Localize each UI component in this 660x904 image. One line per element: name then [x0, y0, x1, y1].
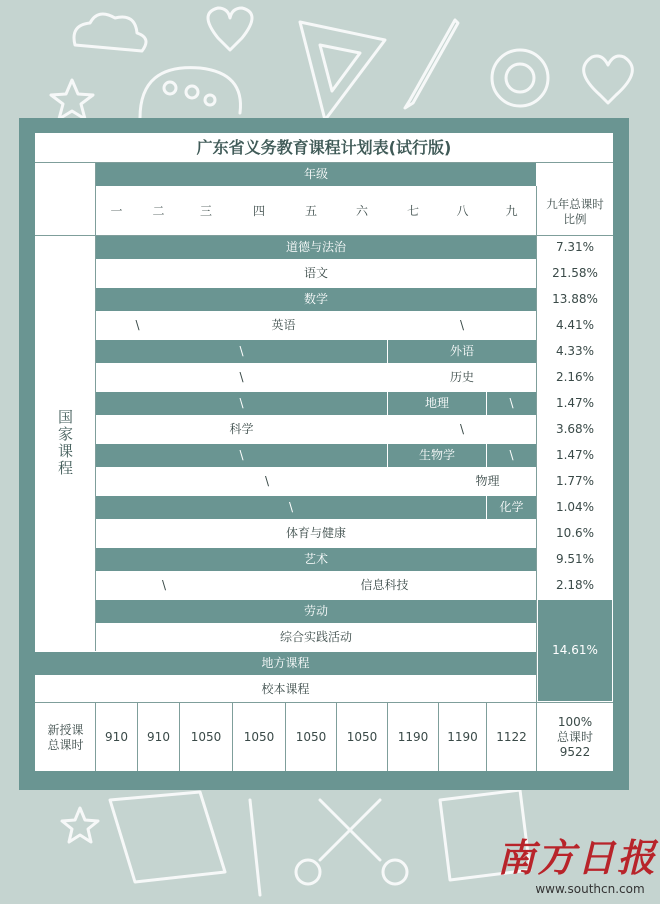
- foreign-slash: \: [96, 340, 387, 363]
- ratio-foreign: 4.33%: [538, 340, 612, 363]
- total-hours-9: 1122: [487, 704, 536, 771]
- grid-line-totals-5: [285, 702, 286, 771]
- science-slash: \: [388, 418, 536, 441]
- newspaper-logo: 南方日报: [496, 834, 657, 880]
- ratio-it: 2.18%: [538, 574, 612, 597]
- star-doodle: [51, 80, 93, 119]
- grade-col-9: 九: [487, 188, 536, 235]
- grade-col-4: 四: [233, 188, 285, 235]
- subject-labor: 劳动: [96, 600, 536, 623]
- ratio-english: 4.41%: [538, 314, 612, 337]
- category-char-1: 国: [57, 407, 73, 426]
- subject-arts: 艺术: [96, 548, 536, 571]
- biology-slash-right: \: [487, 444, 536, 467]
- grade-col-8: 八: [439, 188, 486, 235]
- ratio-pe: 10.6%: [538, 522, 612, 545]
- grid-line-totals-2: [137, 702, 138, 771]
- corner-cell: [35, 163, 96, 235]
- category-char-3: 课: [57, 442, 73, 460]
- subject-it: 信息科技: [233, 574, 536, 597]
- national-curriculum-label: [35, 236, 96, 650]
- grid-line-totals-7: [387, 702, 388, 771]
- ratio-geography: 1.47%: [538, 392, 612, 415]
- total-hours-6: 1050: [337, 704, 387, 771]
- grade-col-6: 六: [337, 188, 387, 235]
- heart-doodle-right: [584, 56, 633, 103]
- total-hours-1: 910: [96, 704, 137, 771]
- subject-foreign: 外语: [388, 340, 536, 363]
- subject-chinese: 语文: [96, 262, 536, 285]
- site-url: www.southcn.com: [535, 882, 645, 896]
- totals-label: 新授课 总课时: [35, 704, 96, 771]
- total-hours-2: 910: [138, 704, 179, 771]
- ratio-science: 3.68%: [538, 418, 612, 441]
- star-doodle-bottom: [62, 808, 98, 842]
- subject-history: 历史: [388, 366, 536, 389]
- ratio-chemistry: 1.04%: [538, 496, 612, 519]
- english-slash-left: \: [96, 314, 179, 337]
- ratio-history: 2.16%: [538, 366, 612, 389]
- subject-english: 英语: [180, 314, 387, 337]
- heart-doodle: [208, 8, 252, 50]
- subject-physics: 物理: [439, 470, 536, 493]
- grid-line-title: [35, 162, 613, 163]
- grid-line-totals-4: [232, 702, 233, 771]
- palette-doodle: [140, 68, 241, 118]
- subject-practice: 综合实践活动: [96, 626, 536, 649]
- chemistry-slash: \: [96, 496, 486, 519]
- subject-science: 科学: [96, 418, 387, 441]
- ratio-combined: 14.61%: [538, 600, 612, 701]
- tape-doodle: [492, 50, 548, 106]
- ratio-moral: 7.31%: [538, 236, 612, 259]
- total-summary: 100% 总课时 9522: [538, 704, 612, 771]
- subject-biology: 生物学: [388, 444, 486, 467]
- cloud-doodle: [74, 14, 146, 51]
- scissors-doodle: [320, 800, 380, 860]
- subject-math: 数学: [96, 288, 536, 311]
- ratio-arts: 9.51%: [538, 548, 612, 571]
- geography-slash-right: \: [487, 392, 536, 415]
- category-char-2: 家: [57, 424, 73, 443]
- grid-line-totals: [35, 702, 613, 703]
- subject-pe: 体育与健康: [96, 522, 536, 545]
- pen-doodle: [250, 800, 260, 895]
- book-doodle: [110, 792, 225, 882]
- subject-geography: 地理: [388, 392, 486, 415]
- physics-slash: \: [96, 470, 438, 493]
- table-title: 广东省义务教育课程计划表(试行版): [196, 138, 452, 157]
- triangle-ruler-doodle: [300, 22, 385, 120]
- grade-col-1: 一: [96, 188, 137, 235]
- ratio-math: 13.88%: [538, 288, 612, 311]
- subject-school: 校本课程: [35, 678, 536, 701]
- grade-col-3: 三: [180, 188, 232, 235]
- grade-col-2: 二: [138, 188, 179, 235]
- grid-line-ratio: [536, 186, 537, 771]
- grid-line-totals-3: [179, 702, 180, 771]
- subject-moral: 道德与法治: [96, 236, 536, 259]
- total-hours-3: 1050: [180, 704, 232, 771]
- ratio-biology: 1.47%: [538, 444, 612, 467]
- biology-slash-left: \: [96, 444, 387, 467]
- grade-col-7: 七: [388, 188, 438, 235]
- ratio-chinese: 21.58%: [538, 262, 612, 285]
- total-hours-4: 1050: [233, 704, 285, 771]
- pencil-doodle: [405, 20, 458, 108]
- it-slash: \: [96, 574, 232, 597]
- grade-col-5: 五: [286, 188, 336, 235]
- subject-local: 地方课程: [35, 652, 536, 675]
- geography-slash-left: \: [96, 392, 387, 415]
- grade-header: 年级: [96, 163, 536, 186]
- history-slash: \: [96, 366, 387, 389]
- english-slash-right: \: [388, 314, 536, 337]
- ratio-header: 九年总课时 比例: [538, 188, 612, 235]
- grid-line-totals-8: [438, 702, 439, 771]
- subject-chemistry: 化学: [487, 496, 536, 519]
- total-hours-5: 1050: [286, 704, 336, 771]
- grid-line-header: [35, 235, 613, 236]
- category-char-4: 程: [57, 459, 73, 478]
- grid-line-totals-1: [95, 702, 96, 771]
- total-hours-7: 1190: [388, 704, 438, 771]
- ratio-physics: 1.77%: [538, 470, 612, 493]
- grid-line-totals-9: [486, 702, 487, 771]
- total-hours-8: 1190: [439, 704, 486, 771]
- grid-line-totals-6: [336, 702, 337, 771]
